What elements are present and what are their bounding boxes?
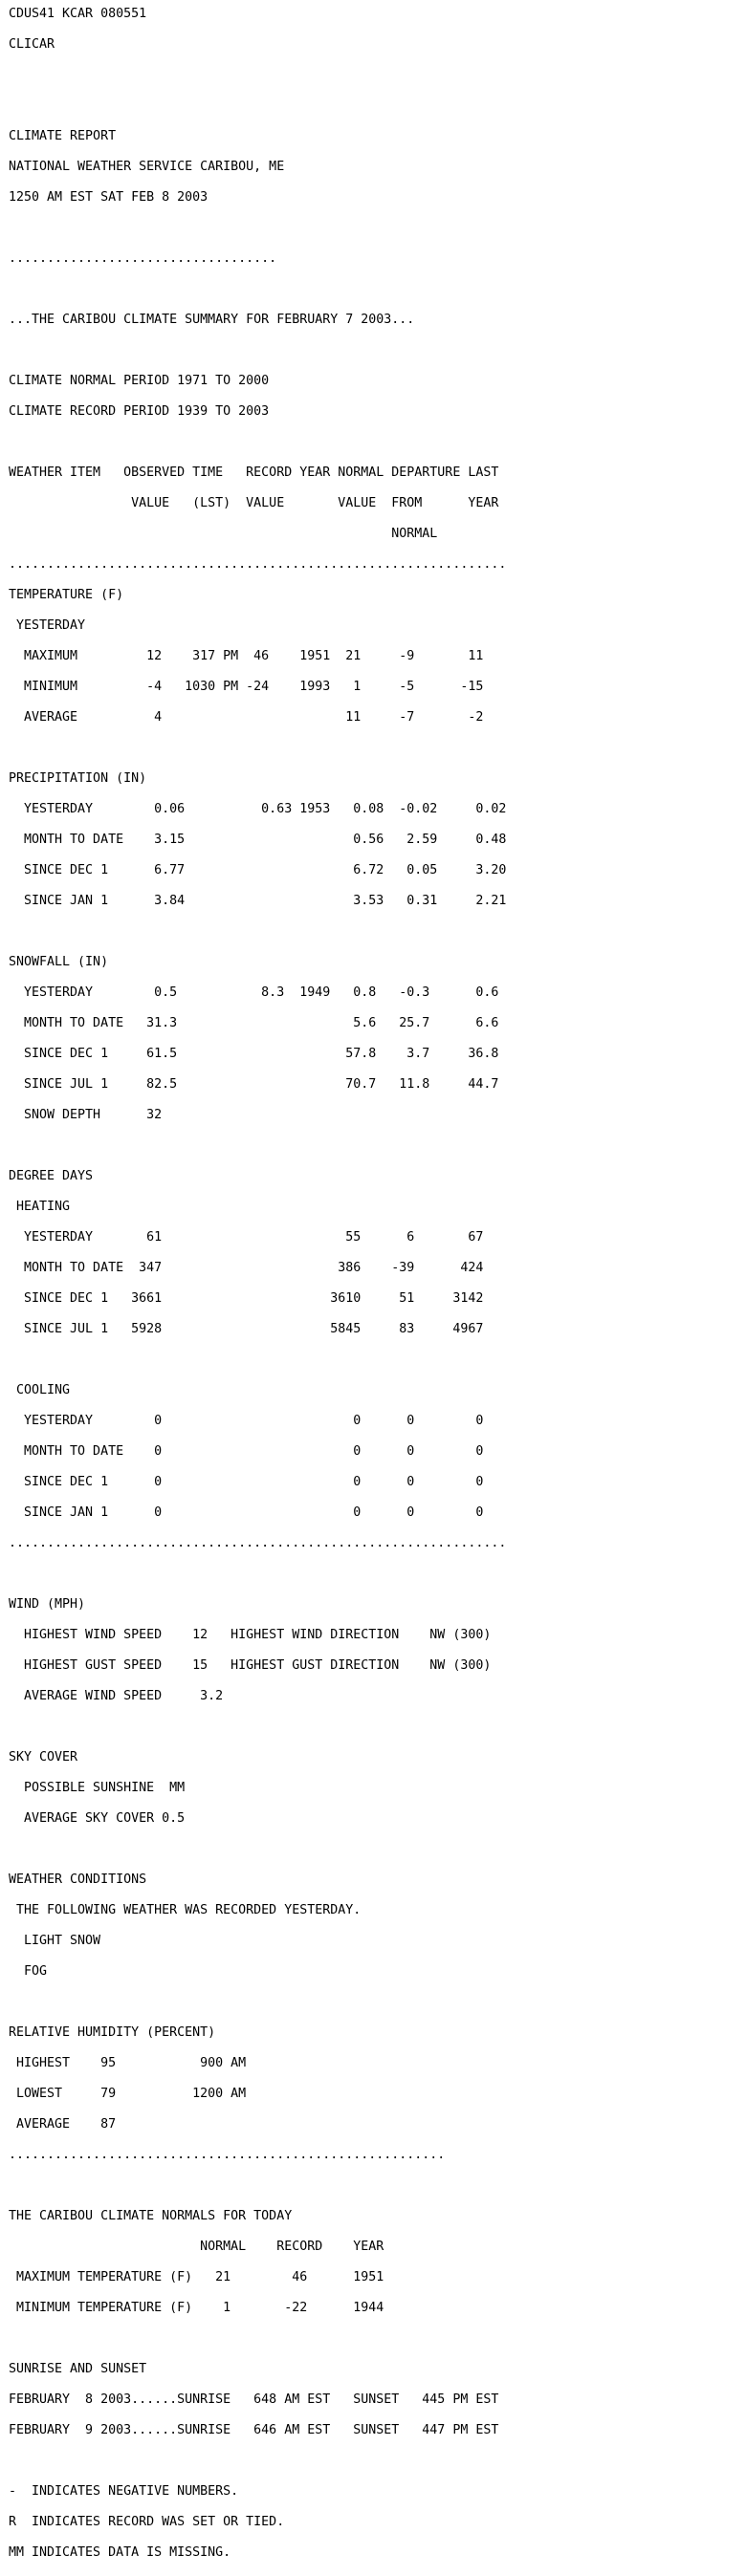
report-line: R INDICATES RECORD WAS SET OR TIED. <box>9 2515 285 2529</box>
report-line: DEGREE DAYS <box>9 1169 94 1183</box>
report-line: SUNRISE AND SUNSET <box>9 2362 147 2376</box>
report-line: SINCE JAN 1 3.84 3.53 0.31 2.21 <box>9 894 507 908</box>
report-line: YESTERDAY 0.5 8.3 1949 0.8 -0.3 0.6 <box>9 985 499 1000</box>
report-line: CLIMATE REPORT <box>9 129 117 143</box>
report-line: THE CARIBOU CLIMATE NORMALS FOR TODAY <box>9 2209 293 2223</box>
report-line <box>9 98 506 114</box>
report-line: POSSIBLE SUNSHINE MM <box>9 1781 186 1795</box>
report-line: YESTERDAY 61 55 6 67 <box>9 1230 484 1245</box>
report-line <box>9 1353 506 1368</box>
report-line <box>9 924 506 940</box>
report-line: LOWEST 79 1200 AM <box>9 2087 247 2101</box>
report-line <box>9 741 506 756</box>
report-line: HIGHEST WIND SPEED 12 HIGHEST WIND DIRECTION NW (300) <box>9 1628 492 1642</box>
report-line: ................................................................. <box>9 557 507 572</box>
report-line <box>9 221 506 236</box>
report-line: FEBRUARY 8 2003......SUNRISE 648 AM EST SUNSET 445 PM EST <box>9 2392 499 2407</box>
report-line <box>9 343 506 358</box>
report-line <box>9 2178 506 2194</box>
report-line: SINCE DEC 1 0 0 0 0 <box>9 1475 484 1489</box>
report-line: WIND (MPH) <box>9 1597 86 1612</box>
report-line <box>9 1138 506 1154</box>
report-line: MONTH TO DATE 31.3 5.6 25.7 6.6 <box>9 1016 499 1030</box>
report-line: HEATING <box>9 1200 71 1214</box>
report-line: SINCE DEC 1 61.5 57.8 3.7 36.8 <box>9 1047 499 1061</box>
report-line: FOG <box>9 1964 48 1979</box>
report-line: WEATHER CONDITIONS <box>9 1872 147 1887</box>
report-line: AVERAGE 87 <box>9 2117 117 2132</box>
report-line: PRECIPITATION (IN) <box>9 771 147 786</box>
report-line: SINCE JAN 1 0 0 0 0 <box>9 1505 484 1520</box>
report-line: LIGHT SNOW <box>9 1934 101 1948</box>
report-line: THE FOLLOWING WEATHER WAS RECORDED YESTERDAY. <box>9 1903 362 1917</box>
report-line: 1250 AM EST SAT FEB 8 2003 <box>9 190 208 205</box>
report-line: ................................................................. <box>9 1536 507 1550</box>
report-line: SINCE DEC 1 3661 3610 51 3142 <box>9 1291 484 1306</box>
report-line: MINIMUM -4 1030 PM -24 1993 1 -5 -15 <box>9 680 484 694</box>
report-line <box>9 282 506 297</box>
report-line <box>9 435 506 450</box>
report-line: COOLING <box>9 1383 71 1397</box>
report-line: HIGHEST 95 900 AM <box>9 2056 247 2070</box>
report-line: MINIMUM TEMPERATURE (F) 1 -22 1944 <box>9 2301 384 2315</box>
report-line: NORMAL <box>9 527 438 541</box>
report-line: NORMAL RECORD YEAR <box>9 2240 384 2254</box>
report-line: RELATIVE HUMIDITY (PERCENT) <box>9 2025 216 2040</box>
report-line: - INDICATES NEGATIVE NUMBERS. <box>9 2484 239 2499</box>
report-line: NATIONAL WEATHER SERVICE CARIBOU, ME <box>9 160 285 174</box>
report-line: MONTH TO DATE 0 0 0 0 <box>9 1444 484 1459</box>
report-line: WEATHER ITEM OBSERVED TIME RECORD YEAR NORMAL DEPARTURE LAST <box>9 465 499 480</box>
report-line <box>9 2331 506 2347</box>
report-line: CLICAR <box>9 37 55 52</box>
report-line: AVERAGE 4 11 -7 -2 <box>9 710 484 725</box>
report-line: TEMPERATURE (F) <box>9 588 124 602</box>
report-line: AVERAGE SKY COVER 0.5 <box>9 1811 186 1826</box>
report-line: MAXIMUM 12 317 PM 46 1951 21 -9 11 <box>9 649 484 663</box>
report-line: MAXIMUM TEMPERATURE (F) 21 46 1951 <box>9 2270 384 2284</box>
report-line: SKY COVER <box>9 1750 78 1764</box>
report-line: MONTH TO DATE 347 386 -39 424 <box>9 1261 484 1275</box>
report-line <box>9 68 506 83</box>
report-line: ................................... <box>9 251 277 266</box>
report-line: SINCE JUL 1 82.5 70.7 11.8 44.7 <box>9 1077 499 1092</box>
report-line: AVERAGE WIND SPEED 3.2 <box>9 1689 224 1703</box>
report-line: YESTERDAY 0.06 0.63 1953 0.08 -0.02 0.02 <box>9 802 507 816</box>
report-line: CDUS41 KCAR 080551 <box>9 7 147 21</box>
climate-report-text <box>9 7 506 2576</box>
report-line: VALUE (LST) VALUE VALUE FROM YEAR <box>9 496 499 510</box>
report-line: SNOWFALL (IN) <box>9 955 109 969</box>
report-line <box>9 1995 506 2010</box>
report-line: YESTERDAY <box>9 618 86 633</box>
report-line: SINCE JUL 1 5928 5845 83 4967 <box>9 1322 484 1336</box>
report-line: SINCE DEC 1 6.77 6.72 0.05 3.20 <box>9 863 507 877</box>
report-line: SNOW DEPTH 32 <box>9 1108 163 1122</box>
report-line: FEBRUARY 9 2003......SUNRISE 646 AM EST SUNSET 447 PM EST <box>9 2423 499 2437</box>
report-line: MONTH TO DATE 3.15 0.56 2.59 0.48 <box>9 833 507 847</box>
report-line: HIGHEST GUST SPEED 15 HIGHEST GUST DIRECTION NW (300) <box>9 1658 492 1673</box>
report-line <box>9 2454 506 2469</box>
report-line: YESTERDAY 0 0 0 0 <box>9 1414 484 1428</box>
report-line: MM INDICATES DATA IS MISSING. <box>9 2545 231 2560</box>
report-line <box>9 1567 506 1582</box>
report-line <box>9 1842 506 1857</box>
report-line <box>9 1720 506 1735</box>
report-line: CLIMATE RECORD PERIOD 1939 TO 2003 <box>9 404 270 419</box>
report-line: CLIMATE NORMAL PERIOD 1971 TO 2000 <box>9 374 270 388</box>
report-line: ...THE CARIBOU CLIMATE SUMMARY FOR FEBRUARY 7 2003... <box>9 313 415 327</box>
report-line: ......................................................... <box>9 2148 446 2162</box>
